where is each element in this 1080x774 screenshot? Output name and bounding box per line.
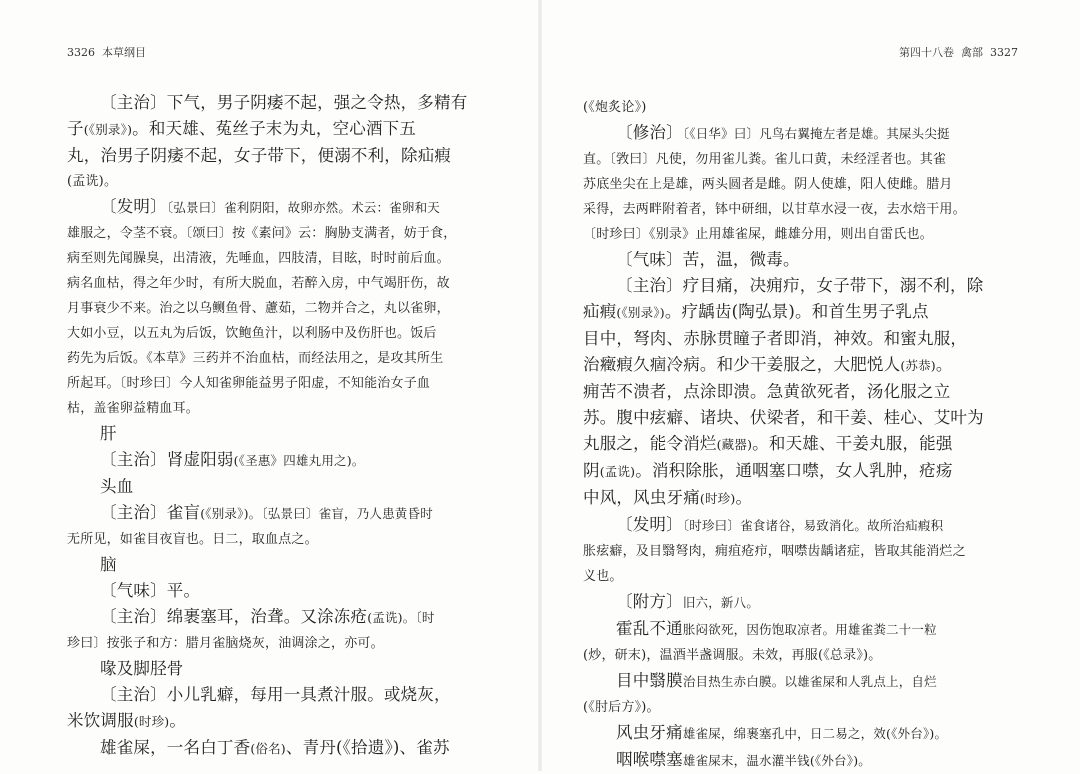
- main-text: 中风，风虫牙痛: [583, 488, 700, 507]
- right-page-number: 3327: [990, 46, 1018, 59]
- main-text: 雄雀屎，一名白丁香: [100, 738, 251, 757]
- main-text: 〔主治〕绵裹塞耳，治聋。又涂冻疮: [100, 607, 368, 626]
- text-line: (孟诜)。: [67, 174, 118, 189]
- annotation-text: (《别录》)。〔弘景曰〕雀盲，乃人患黄昏时: [200, 506, 433, 521]
- text-line: (《肘后方》)。: [583, 700, 660, 715]
- main-text: 咽喉噤塞: [616, 750, 683, 769]
- text-line: 雄服之，令茎不衰。〔颂曰〕按《素问》云：胸胁支满者，妨于食，: [67, 226, 457, 241]
- text-line: 病至则先闻臊臭，出清液，先唾血，四肢清，目眩，时时前后血。: [67, 251, 450, 266]
- text-line: [583, 458, 1020, 485]
- text-line: [67, 735, 490, 762]
- text-line: 脑: [100, 555, 117, 574]
- text-line: 胀痃癖，及目翳弩肉，痈疽疮疖，咽噤齿龋诸症，皆取其能消烂之: [583, 544, 966, 559]
- text-line: 采得，去两畔附着者，钵中研细，以甘草水浸一夜，去水焙干用。: [583, 202, 966, 217]
- text-line: [67, 447, 490, 474]
- annotation-text: (苏恭): [900, 358, 936, 373]
- main-text: 〔修治〕: [616, 123, 683, 142]
- main-text: 风虫牙痛: [616, 723, 683, 742]
- text-line: 目中，弩肉、赤脉贯瞳子者即消，神效。和蜜丸服，: [583, 329, 968, 348]
- main-text: 〔主治〕雀盲: [100, 503, 201, 522]
- main-text-tail: 。疗龋齿(陶弘景)。和首生男子乳点: [664, 302, 929, 321]
- text-line: 珍曰〕按张子和方：腊月雀脑烧灰，油调涂之，亦可。: [67, 636, 384, 651]
- main-text-tail: 。和天雄、菟丝子末为丸，空心酒下五: [132, 119, 417, 138]
- text-line: 所起耳。〔时珍曰〕今人知雀卵能益男子阳虚，不知能治女子血: [67, 376, 431, 391]
- text-line: [67, 500, 490, 527]
- main-text: 丸服之，能令消烂: [583, 434, 717, 453]
- text-line: [67, 708, 490, 735]
- annotation-text: (藏器): [716, 437, 753, 452]
- annotation-text: 治目热生赤白膜。以雄雀屎和人乳点上，自烂: [682, 674, 937, 689]
- text-line: 痈苦不溃者，点涂即溃。急黄欲死者，汤化服之立: [583, 382, 951, 401]
- annotation-text: (孟诜)。〔时: [367, 610, 435, 625]
- text-line: 头血: [100, 477, 134, 496]
- main-text: 〔附方〕: [616, 592, 683, 611]
- annotation-text: 〔《日华》曰〕凡鸟右翼掩左者是雄。其屎头尖挺: [682, 126, 950, 141]
- annotation-text: 旧六，新八。: [682, 595, 760, 610]
- text-line: [583, 352, 1020, 379]
- right-page: [540, 0, 1080, 771]
- text-line: 丸，治男子阴痿不起，女子带下，便溺不利，除疝瘕: [67, 146, 452, 165]
- text-line: 喙及脚胫骨: [100, 659, 184, 678]
- text-line: 病名血枯，得之年少时，有所大脱血，若醉入房，中气竭肝伤，故: [67, 276, 450, 291]
- annotation-text: (时珍): [699, 491, 736, 506]
- main-text-tail: 。和天雄、干姜丸服，能强: [752, 434, 953, 453]
- text-line: [583, 668, 1020, 695]
- right-page-header: [899, 44, 1018, 60]
- right-page-body: [583, 95, 1020, 774]
- text-line: 〔时珍曰〕《别录》止用雄雀屎，雌雄分用，则出自雷氏也。: [583, 227, 933, 242]
- text-line: 〔主治〕疗目痛，决痈疖，女子带下，溺不利，除: [616, 276, 984, 295]
- text-line: [583, 512, 1020, 539]
- left-page-header: [67, 44, 146, 60]
- annotation-text: 雄雀屎，绵裹塞孔中，日二易之，效(《外台》)。: [682, 726, 948, 741]
- text-line: (炒，研末)，温酒半盏调服。未效，再服(《总录》)。: [583, 648, 882, 663]
- annotation-text: 〔弘景曰〕雀利阴阳，故卵亦然。术云：雀卵和天: [166, 200, 440, 215]
- text-line: [583, 431, 1020, 458]
- text-line: 药先为后饭。《本草》三药并不治血枯，而经法用之，是攻其所生: [67, 351, 444, 366]
- annotation-text: (《别录》): [616, 305, 665, 320]
- main-text: 〔发明〕: [100, 197, 167, 216]
- main-text-tail: 。: [935, 355, 953, 374]
- main-text: 〔发明〕: [616, 515, 683, 534]
- annotation-text: (孟诜): [599, 464, 636, 479]
- text-line: [583, 299, 1020, 326]
- text-line: 肝: [100, 424, 117, 443]
- annotation-text: 胀闷欲死，因伤饱取凉者。用雄雀粪二十一粒: [682, 622, 937, 637]
- main-text: 子: [67, 119, 84, 138]
- annotation-text: (《别录》): [83, 122, 133, 137]
- text-line: [583, 120, 1020, 147]
- text-line: (《炮炙论》): [583, 100, 647, 115]
- main-text-tail: 。: [735, 488, 753, 507]
- main-text: 〔主治〕肾虚阳弱: [100, 450, 234, 469]
- annotation-text: 雄雀屎末，温水灌半钱(《外台》)。: [682, 753, 871, 768]
- text-line: [583, 485, 1020, 512]
- annotation-text: (《圣惠》四雄丸用之)。: [233, 453, 365, 468]
- main-text: 目中翳膜: [616, 671, 683, 690]
- text-line: 枯，盖雀卵益精血耳。: [67, 401, 200, 416]
- text-line: [583, 616, 1020, 643]
- text-line: 〔主治〕小儿乳癖，每用一具煮汁服。或烧灰，: [100, 685, 451, 704]
- main-text: 治癥瘕久痼冷病。和少干姜服之，大肥悦人: [583, 355, 901, 374]
- text-line: [67, 194, 490, 221]
- right-volume: 第四十八卷: [899, 46, 954, 59]
- main-text: 霍乱不通: [616, 619, 683, 638]
- main-text-tail: 。: [169, 711, 187, 730]
- left-page-number: 3326: [67, 46, 95, 59]
- main-text: 疝瘕: [583, 302, 617, 321]
- text-line: [67, 116, 490, 143]
- left-page: [0, 0, 540, 771]
- annotation-text: (俗名): [250, 741, 286, 756]
- main-text: 阴: [583, 461, 600, 480]
- text-line: 〔气味〕平。: [100, 581, 201, 600]
- text-line: 大如小豆，以五丸为后饭，饮鲍鱼汁，以利肠中及伤肝也。饭后: [67, 326, 437, 341]
- main-text: 米饮调服: [67, 711, 134, 730]
- text-line: 无所见，如雀目夜盲也。日二，取血点之。: [67, 532, 318, 547]
- text-line: 苏。腹中痃癖、诸块、伏梁者，和干姜、桂心、艾叶为: [583, 408, 984, 427]
- text-line: 直。〔敩曰〕凡使，勿用雀儿粪。雀儿口黄，未经淫者也。其雀: [583, 152, 947, 167]
- text-line: 〔主治〕下气，男子阴痿不起，强之令热，多精有: [100, 93, 468, 112]
- text-line: [583, 589, 1020, 616]
- text-line: [583, 747, 1020, 774]
- text-line: [583, 720, 1020, 747]
- right-section: 禽部: [961, 46, 983, 59]
- text-line: [67, 604, 490, 631]
- text-line: 月事衰少不来。治之以乌鲗鱼骨、藘茹，二物并合之，丸以雀卵，: [67, 301, 450, 316]
- annotation-text: 〔时珍曰〕雀食诸谷，易致消化。故所治疝瘕积: [682, 518, 944, 533]
- left-book-title: 本草纲目: [102, 46, 146, 59]
- text-line: 〔气味〕苦，温，微毒。: [616, 250, 800, 269]
- text-line: 义也。: [583, 569, 623, 584]
- text-line: 苏底坐尖在上是雄，两头圆者是雌。阴人使雄，阳人使雌。腊月: [583, 177, 953, 192]
- main-text-tail: 。消积除胀，通咽塞口噤，女人乳肿，疮疡: [635, 461, 953, 480]
- annotation-text: (时珍): [133, 714, 170, 729]
- main-text-tail: 、青丹(《拾遗》)、雀苏: [285, 738, 450, 757]
- left-page-body: [67, 90, 490, 762]
